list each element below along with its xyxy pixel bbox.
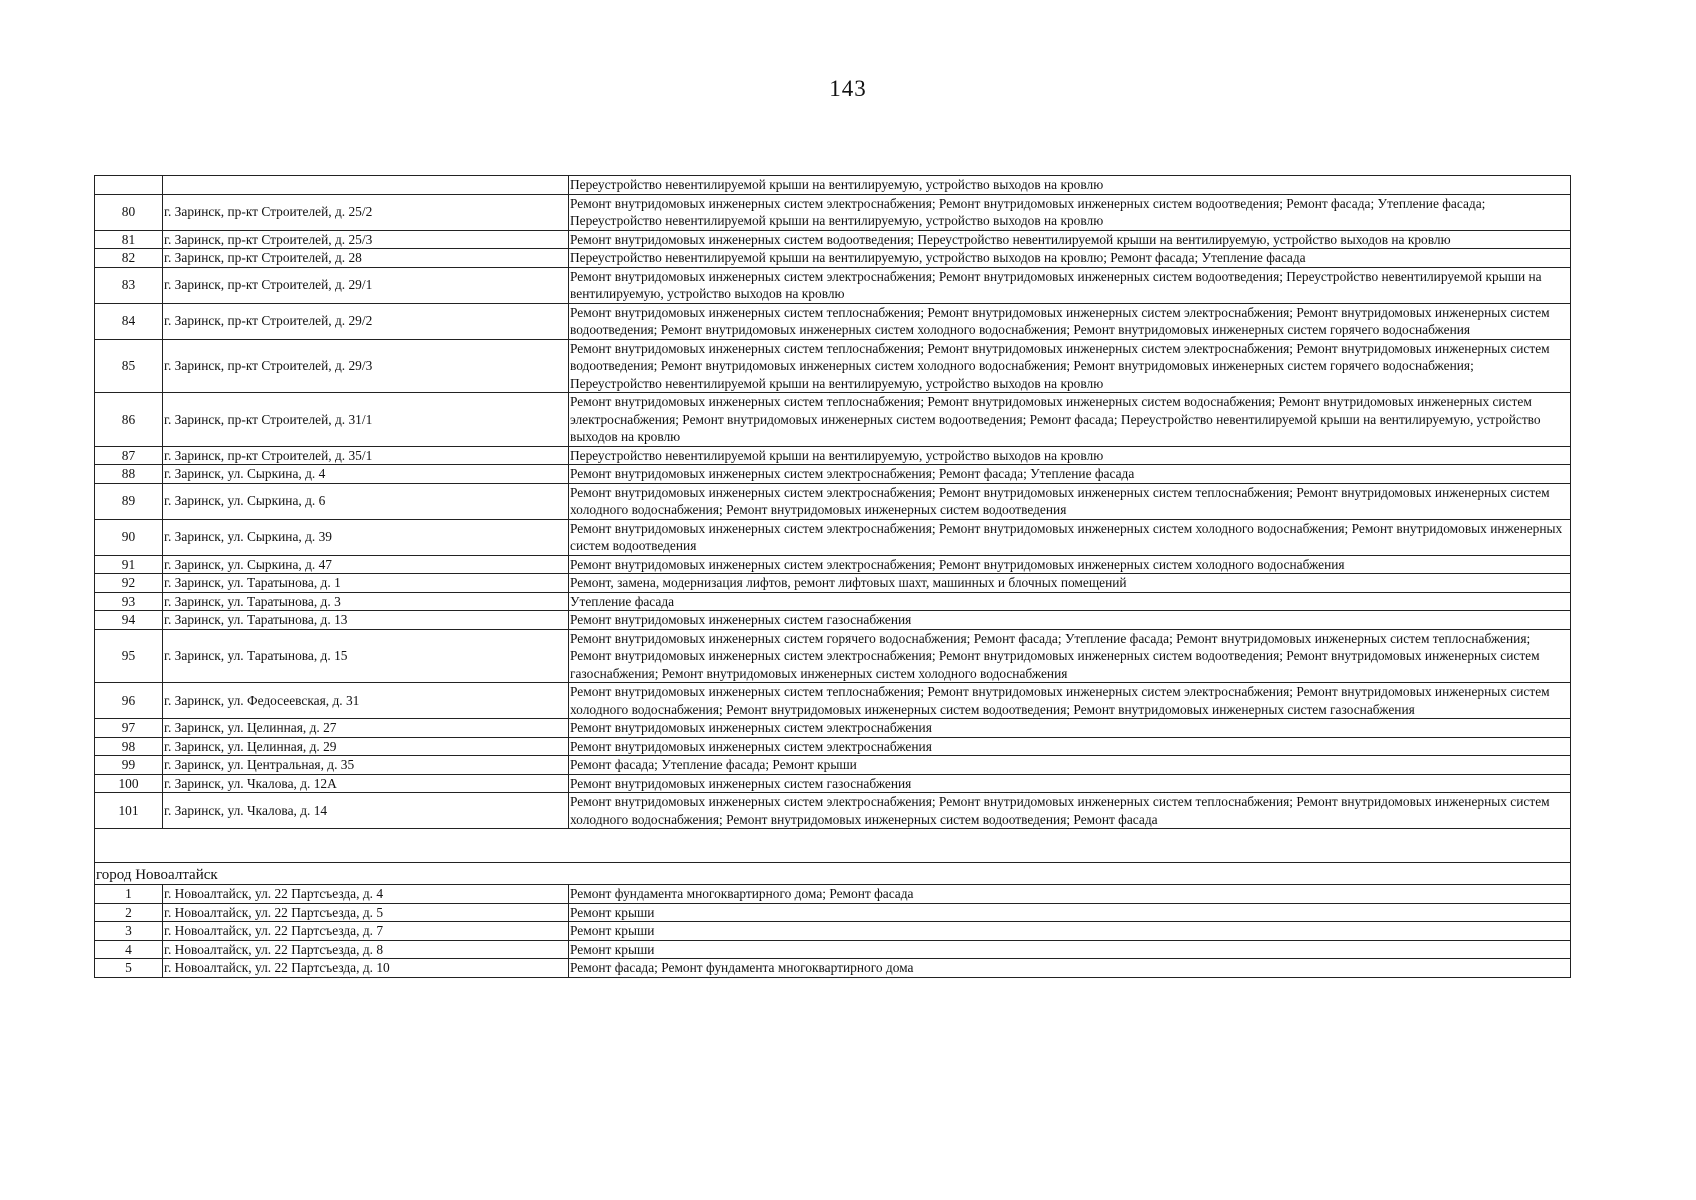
novoaltaysk-section [95,829,1571,885]
row-number: 3 [95,922,163,941]
row-address: г. Новоалтайск, ул. 22 Партсъезда, д. 8 [163,940,569,959]
row-works: Ремонт внутридомовых инженерных систем газоснабжения [569,611,1571,630]
table-row [95,249,1571,268]
repair-program-table [94,175,1571,978]
table-row [95,737,1571,756]
row-address: г. Заринск, ул. Сыркина, д. 4 [163,465,569,484]
row-address: г. Новоалтайск, ул. 22 Партсъезда, д. 4 [163,885,569,904]
row-number: 84 [95,303,163,339]
table-row [95,793,1571,829]
city-header-fill [569,863,1571,885]
table-row [95,756,1571,775]
row-works: Ремонт внутридомовых инженерных систем электроснабжения; Ремонт внутридомовых инженерных систем холодного водоснабжения [569,555,1571,574]
row-number: 95 [95,629,163,683]
row-works: Ремонт внутридомовых инженерных систем электроснабжения [569,719,1571,738]
table-row [95,574,1571,593]
row-works: Ремонт крыши [569,922,1571,941]
table-row [95,592,1571,611]
row-number: 87 [95,446,163,465]
row-works: Ремонт внутридомовых инженерных систем теплоснабжения; Ремонт внутридомовых инженерных систем электроснабжения; Ремонт внутридомовых инженерных систем холодного водоснабжения; Ремонт внутридомовых инженерных систем водоотведения; Ремонт внутридомовых инженерных систем газоснабжения [569,683,1571,719]
row-works: Утепление фасада [569,592,1571,611]
row-works: Ремонт внутридомовых инженерных систем газоснабжения [569,774,1571,793]
row-address: г. Заринск, ул. Таратынова, д. 15 [163,629,569,683]
table-row [95,393,1571,447]
row-address: г. Заринск, пр-кт Строителей, д. 25/2 [163,194,569,230]
row-works: Ремонт внутридомовых инженерных систем электроснабжения; Ремонт внутридомовых инженерных систем водоотведения; Переустройство невентилируемой крыши на вентилируемую, устройство выходов на кровлю [569,267,1571,303]
row-works: Ремонт внутридомовых инженерных систем горячего водоснабжения; Ремонт фасада; Утепление фасада; Ремонт внутридомовых инженерных систем теплоснабжения; Ремонт внутридомовых инженерных систем электроснабжения; Ремонт внутридомовых инженерных систем водоотведения; Ремонт внутридомовых инженерных систем газоснабжения; Ремонт внутридомовых инженерных систем холодного водоснабжения [569,629,1571,683]
row-works: Ремонт внутридомовых инженерных систем электроснабжения; Ремонт внутридомовых инженерных систем теплоснабжения; Ремонт внутридомовых инженерных систем холодного водоснабжения; Ремонт внутридомовых инженерных систем водоотведения; Ремонт фасада [569,793,1571,829]
table-row [95,611,1571,630]
row-works: Ремонт внутридомовых инженерных систем электроснабжения; Ремонт внутридомовых инженерных систем водоотведения; Ремонт фасада; Утепление фасада; Переустройство невентилируемой крыши на вентилируемую, устройство выходов на кровлю [569,194,1571,230]
row-address: г. Заринск, пр-кт Строителей, д. 29/3 [163,339,569,393]
row-number: 86 [95,393,163,447]
section-gap [95,829,1571,863]
row-address: г. Новоалтайск, ул. 22 Партсъезда, д. 10 [163,959,569,978]
table-row [95,683,1571,719]
row-number: 98 [95,737,163,756]
table-row [95,303,1571,339]
row-works: Ремонт внутридомовых инженерных систем электроснабжения; Ремонт внутридомовых инженерных систем холодного водоснабжения; Ремонт внутридомовых инженерных систем водоотведения [569,519,1571,555]
zarinsk-section [95,176,1571,829]
row-works: Ремонт фасада; Утепление фасада; Ремонт крыши [569,756,1571,775]
row-address: г. Заринск, ул. Целинная, д. 27 [163,719,569,738]
row-number: 92 [95,574,163,593]
row-address: г. Заринск, пр-кт Строителей, д. 31/1 [163,393,569,447]
row-number: 89 [95,483,163,519]
row-number: 2 [95,903,163,922]
row-works: Ремонт внутридомовых инженерных систем теплоснабжения; Ремонт внутридомовых инженерных систем электроснабжения; Ремонт внутридомовых инженерных систем водоотведения; Ремонт внутридомовых инженерных систем холодного водоснабжения; Ремонт внутридомовых инженерных систем горячего водоснабжения [569,303,1571,339]
row-address: г. Заринск, ул. Чкалова, д. 12А [163,774,569,793]
row-number: 94 [95,611,163,630]
table-row [95,465,1571,484]
row-number: 80 [95,194,163,230]
row-works: Переустройство невентилируемой крыши на вентилируемую, устройство выходов на кровлю; Ремонт фасада; Утепление фасада [569,249,1571,268]
row-address: г. Заринск, пр-кт Строителей, д. 28 [163,249,569,268]
row-works: Ремонт фасада; Ремонт фундамента многоквартирного дома [569,959,1571,978]
row-number: 93 [95,592,163,611]
table-row [95,230,1571,249]
row-works: Переустройство невентилируемой крыши на вентилируемую, устройство выходов на кровлю [569,176,1571,195]
row-address: г. Заринск, ул. Федосеевская, д. 31 [163,683,569,719]
row-address: г. Заринск, ул. Сыркина, д. 47 [163,555,569,574]
repair-program-table-sheet [94,175,1570,978]
row-address: г. Заринск, ул. Целинная, д. 29 [163,737,569,756]
row-number: 96 [95,683,163,719]
row-address: г. Новоалтайск, ул. 22 Партсъезда, д. 5 [163,903,569,922]
row-number: 82 [95,249,163,268]
row-number: 85 [95,339,163,393]
table-row [95,903,1571,922]
row-number: 90 [95,519,163,555]
table-row [95,629,1571,683]
row-address: г. Заринск, ул. Таратынова, д. 1 [163,574,569,593]
row-address: г. Заринск, ул. Сыркина, д. 39 [163,519,569,555]
table-row [95,885,1571,904]
row-number: 88 [95,465,163,484]
table-row [95,940,1571,959]
city-header-row [95,863,1571,885]
row-address [163,176,569,195]
row-number: 1 [95,885,163,904]
row-number: 101 [95,793,163,829]
page-number: 143 [829,76,867,101]
table-row [95,176,1571,195]
row-address: г. Заринск, ул. Таратынова, д. 3 [163,592,569,611]
row-number: 91 [95,555,163,574]
row-works: Ремонт крыши [569,903,1571,922]
row-number: 100 [95,774,163,793]
row-works: Ремонт внутридомовых инженерных систем теплоснабжения; Ремонт внутридомовых инженерных систем электроснабжения; Ремонт внутридомовых инженерных систем водоотведения; Ремонт внутридомовых инженерных систем холодного водоснабжения; Ремонт внутридомовых инженерных систем горячего водоснабжения; Переустройство невентилируемой крыши на вентилируемую, устройство выходов на кровлю [569,339,1571,393]
row-address: г. Заринск, ул. Сыркина, д. 6 [163,483,569,519]
row-number: 81 [95,230,163,249]
row-works: Ремонт внутридомовых инженерных систем электроснабжения; Ремонт внутридомовых инженерных систем теплоснабжения; Ремонт внутридомовых инженерных систем холодного водоснабжения; Ремонт внутридомовых инженерных систем водоотведения [569,483,1571,519]
table-row [95,194,1571,230]
table-row [95,719,1571,738]
city-name: город Новоалтайск [95,863,569,885]
novoaltaysk-rows [95,885,1571,978]
table-row [95,339,1571,393]
table-row [95,774,1571,793]
row-address: г. Заринск, ул. Чкалова, д. 14 [163,793,569,829]
row-works: Ремонт внутридомовых инженерных систем электроснабжения; Ремонт фасада; Утепление фасада [569,465,1571,484]
row-address: г. Новоалтайск, ул. 22 Партсъезда, д. 7 [163,922,569,941]
row-works: Ремонт внутридомовых инженерных систем электроснабжения [569,737,1571,756]
row-works: Ремонт внутридомовых инженерных систем теплоснабжения; Ремонт внутридомовых инженерных систем водоснабжения; Ремонт внутридомовых инженерных систем электроснабжения; Ремонт внутридомовых инженерных систем водоотведения; Ремонт фасада; Переустройство невентилируемой крыши на вентилируемую, устройство выходов на кровлю [569,393,1571,447]
row-works: Ремонт внутридомовых инженерных систем водоотведения; Переустройство невентилируемой крыши на вентилируемую, устройство выходов на кровлю [569,230,1571,249]
row-address: г. Заринск, пр-кт Строителей, д. 25/3 [163,230,569,249]
table-row [95,446,1571,465]
row-number: 99 [95,756,163,775]
row-number: 5 [95,959,163,978]
row-works: Ремонт, замена, модернизация лифтов, ремонт лифтовых шахт, машинных и блочных помещений [569,574,1571,593]
row-address: г. Заринск, ул. Таратынова, д. 13 [163,611,569,630]
table-row [95,555,1571,574]
row-works: Переустройство невентилируемой крыши на вентилируемую, устройство выходов на кровлю [569,446,1571,465]
row-number: 83 [95,267,163,303]
row-number [95,176,163,195]
row-number: 97 [95,719,163,738]
row-number: 4 [95,940,163,959]
section-gap-row [95,829,1571,863]
row-works: Ремонт крыши [569,940,1571,959]
table-row [95,922,1571,941]
row-address: г. Заринск, пр-кт Строителей, д. 29/2 [163,303,569,339]
row-address: г. Заринск, пр-кт Строителей, д. 35/1 [163,446,569,465]
row-address: г. Заринск, ул. Центральная, д. 35 [163,756,569,775]
table-row [95,483,1571,519]
row-address: г. Заринск, пр-кт Строителей, д. 29/1 [163,267,569,303]
table-row [95,519,1571,555]
table-row [95,959,1571,978]
row-works: Ремонт фундамента многоквартирного дома; Ремонт фасада [569,885,1571,904]
table-row [95,267,1571,303]
